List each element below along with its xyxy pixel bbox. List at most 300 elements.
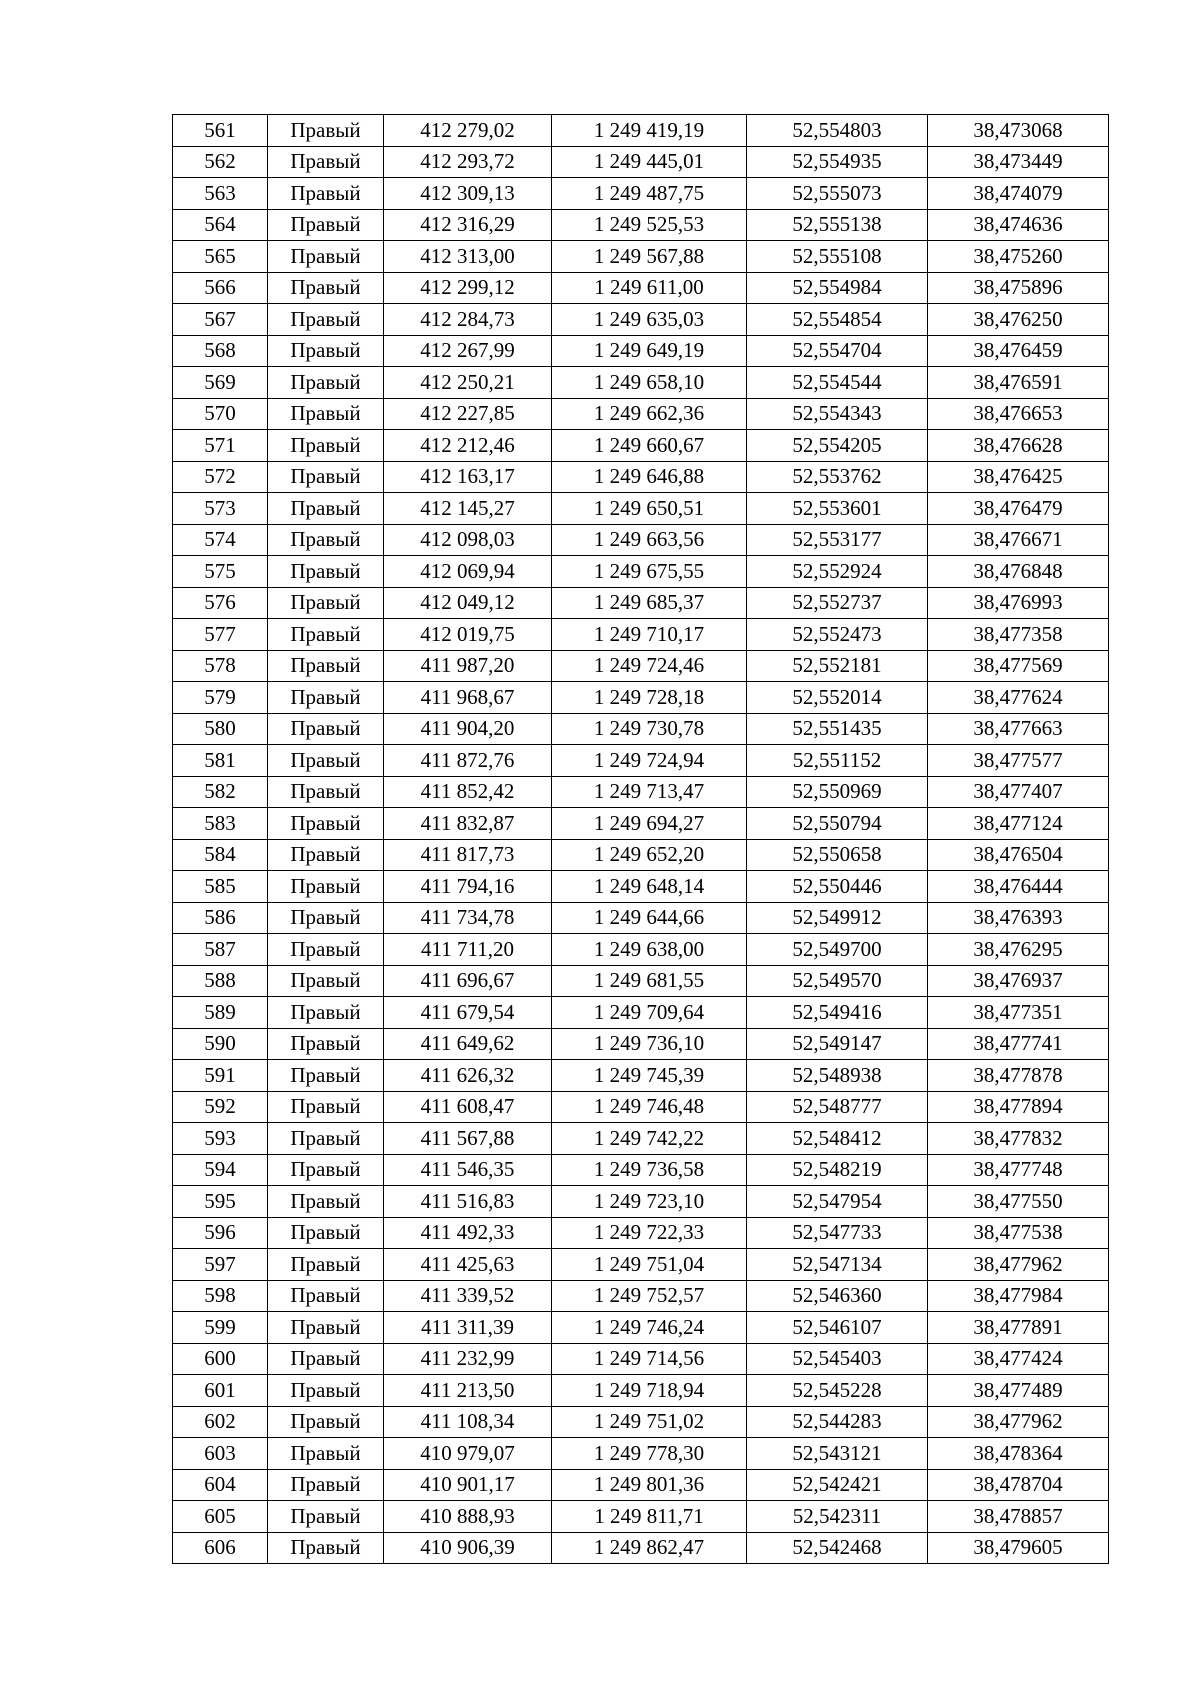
- coord-x-cell: 411 567,88: [384, 1123, 552, 1155]
- coord-x-cell: 410 888,93: [384, 1501, 552, 1533]
- coord-x-cell: 411 711,20: [384, 934, 552, 966]
- coord-y-cell: 1 249 742,22: [552, 1123, 747, 1155]
- longitude-cell: 38,477569: [928, 650, 1109, 682]
- coord-y-cell: 1 249 567,88: [552, 241, 747, 273]
- bank-side-cell: Правый: [268, 1501, 384, 1533]
- coord-y-cell: 1 249 652,20: [552, 839, 747, 871]
- table-row: [173, 776, 1109, 808]
- point-number-cell: 593: [173, 1123, 268, 1155]
- bank-side-cell: Правый: [268, 398, 384, 430]
- latitude-cell: 52,547954: [747, 1186, 928, 1218]
- bank-side-cell: Правый: [268, 209, 384, 241]
- latitude-cell: 52,553601: [747, 493, 928, 525]
- coord-x-cell: 411 608,47: [384, 1091, 552, 1123]
- coord-x-cell: 411 794,16: [384, 871, 552, 903]
- point-number-cell: 596: [173, 1217, 268, 1249]
- longitude-cell: 38,479605: [928, 1532, 1109, 1564]
- longitude-cell: 38,477577: [928, 745, 1109, 777]
- coord-y-cell: 1 249 694,27: [552, 808, 747, 840]
- longitude-cell: 38,476653: [928, 398, 1109, 430]
- bank-side-cell: Правый: [268, 304, 384, 336]
- latitude-cell: 52,554205: [747, 430, 928, 462]
- coord-y-cell: 1 249 419,19: [552, 115, 747, 147]
- coord-y-cell: 1 249 736,10: [552, 1028, 747, 1060]
- longitude-cell: 38,477124: [928, 808, 1109, 840]
- longitude-cell: 38,476393: [928, 902, 1109, 934]
- coord-x-cell: 412 098,03: [384, 524, 552, 556]
- table-row: [173, 1312, 1109, 1344]
- point-number-cell: 588: [173, 965, 268, 997]
- latitude-cell: 52,552181: [747, 650, 928, 682]
- coord-y-cell: 1 249 728,18: [552, 682, 747, 714]
- latitude-cell: 52,550446: [747, 871, 928, 903]
- bank-side-cell: Правый: [268, 619, 384, 651]
- bank-side-cell: Правый: [268, 1312, 384, 1344]
- point-number-cell: 562: [173, 146, 268, 178]
- table-row: [173, 934, 1109, 966]
- latitude-cell: 52,549912: [747, 902, 928, 934]
- table-row: [173, 524, 1109, 556]
- bank-side-cell: Правый: [268, 934, 384, 966]
- table-row: [173, 430, 1109, 462]
- coord-y-cell: 1 249 718,94: [552, 1375, 747, 1407]
- bank-side-cell: Правый: [268, 367, 384, 399]
- bank-side-cell: Правый: [268, 241, 384, 273]
- longitude-cell: 38,477624: [928, 682, 1109, 714]
- coord-x-cell: 410 901,17: [384, 1469, 552, 1501]
- bank-side-cell: Правый: [268, 1375, 384, 1407]
- longitude-cell: 38,477351: [928, 997, 1109, 1029]
- latitude-cell: 52,554854: [747, 304, 928, 336]
- longitude-cell: 38,476591: [928, 367, 1109, 399]
- longitude-cell: 38,477550: [928, 1186, 1109, 1218]
- latitude-cell: 52,555073: [747, 178, 928, 210]
- point-number-cell: 599: [173, 1312, 268, 1344]
- latitude-cell: 52,553177: [747, 524, 928, 556]
- coord-y-cell: 1 249 675,55: [552, 556, 747, 588]
- coord-y-cell: 1 249 752,57: [552, 1280, 747, 1312]
- coord-x-cell: 412 309,13: [384, 178, 552, 210]
- table-row: [173, 1060, 1109, 1092]
- latitude-cell: 52,549700: [747, 934, 928, 966]
- longitude-cell: 38,477878: [928, 1060, 1109, 1092]
- latitude-cell: 52,548777: [747, 1091, 928, 1123]
- bank-side-cell: Правый: [268, 115, 384, 147]
- table-row: [173, 304, 1109, 336]
- bank-side-cell: Правый: [268, 745, 384, 777]
- bank-side-cell: Правый: [268, 178, 384, 210]
- coord-x-cell: 411 832,87: [384, 808, 552, 840]
- coord-x-cell: 411 108,34: [384, 1406, 552, 1438]
- latitude-cell: 52,548219: [747, 1154, 928, 1186]
- coord-y-cell: 1 249 778,30: [552, 1438, 747, 1470]
- coord-x-cell: 411 872,76: [384, 745, 552, 777]
- bank-side-cell: Правый: [268, 871, 384, 903]
- longitude-cell: 38,474636: [928, 209, 1109, 241]
- bank-side-cell: Правый: [268, 1186, 384, 1218]
- bank-side-cell: Правый: [268, 1028, 384, 1060]
- point-number-cell: 594: [173, 1154, 268, 1186]
- point-number-cell: 580: [173, 713, 268, 745]
- coord-x-cell: 411 492,33: [384, 1217, 552, 1249]
- coord-x-cell: 411 626,32: [384, 1060, 552, 1092]
- coord-x-cell: 412 316,29: [384, 209, 552, 241]
- bank-side-cell: Правый: [268, 713, 384, 745]
- latitude-cell: 52,555108: [747, 241, 928, 273]
- longitude-cell: 38,477832: [928, 1123, 1109, 1155]
- longitude-cell: 38,476848: [928, 556, 1109, 588]
- table-row: [173, 556, 1109, 588]
- point-number-cell: 578: [173, 650, 268, 682]
- table-row: [173, 682, 1109, 714]
- point-number-cell: 597: [173, 1249, 268, 1281]
- table-row: [173, 115, 1109, 147]
- coord-x-cell: 412 250,21: [384, 367, 552, 399]
- coord-y-cell: 1 249 745,39: [552, 1060, 747, 1092]
- longitude-cell: 38,478704: [928, 1469, 1109, 1501]
- longitude-cell: 38,478857: [928, 1501, 1109, 1533]
- coord-y-cell: 1 249 710,17: [552, 619, 747, 651]
- latitude-cell: 52,544283: [747, 1406, 928, 1438]
- coord-x-cell: 412 145,27: [384, 493, 552, 525]
- point-number-cell: 577: [173, 619, 268, 651]
- table-row: [173, 1091, 1109, 1123]
- coord-y-cell: 1 249 862,47: [552, 1532, 747, 1564]
- longitude-cell: 38,476671: [928, 524, 1109, 556]
- bank-side-cell: Правый: [268, 524, 384, 556]
- coord-y-cell: 1 249 635,03: [552, 304, 747, 336]
- coord-x-cell: 412 313,00: [384, 241, 552, 273]
- longitude-cell: 38,477894: [928, 1091, 1109, 1123]
- bank-side-cell: Правый: [268, 1249, 384, 1281]
- coord-x-cell: 411 649,62: [384, 1028, 552, 1060]
- coord-x-cell: 412 069,94: [384, 556, 552, 588]
- bank-side-cell: Правый: [268, 682, 384, 714]
- bank-side-cell: Правый: [268, 808, 384, 840]
- point-number-cell: 586: [173, 902, 268, 934]
- latitude-cell: 52,555138: [747, 209, 928, 241]
- point-number-cell: 568: [173, 335, 268, 367]
- table-row: [173, 745, 1109, 777]
- longitude-cell: 38,474079: [928, 178, 1109, 210]
- point-number-cell: 591: [173, 1060, 268, 1092]
- latitude-cell: 52,542468: [747, 1532, 928, 1564]
- point-number-cell: 592: [173, 1091, 268, 1123]
- latitude-cell: 52,550794: [747, 808, 928, 840]
- latitude-cell: 52,551435: [747, 713, 928, 745]
- point-number-cell: 606: [173, 1532, 268, 1564]
- coord-x-cell: 412 267,99: [384, 335, 552, 367]
- latitude-cell: 52,546107: [747, 1312, 928, 1344]
- table-row: [173, 839, 1109, 871]
- bank-side-cell: Правый: [268, 493, 384, 525]
- table-row: [173, 587, 1109, 619]
- point-number-cell: 570: [173, 398, 268, 430]
- bank-side-cell: Правый: [268, 430, 384, 462]
- coord-x-cell: 412 163,17: [384, 461, 552, 493]
- coord-x-cell: 412 299,12: [384, 272, 552, 304]
- point-number-cell: 582: [173, 776, 268, 808]
- coord-y-cell: 1 249 685,37: [552, 587, 747, 619]
- coord-y-cell: 1 249 648,14: [552, 871, 747, 903]
- bank-side-cell: Правый: [268, 1060, 384, 1092]
- bank-side-cell: Правый: [268, 272, 384, 304]
- table-row: [173, 1532, 1109, 1564]
- coord-x-cell: 411 904,20: [384, 713, 552, 745]
- point-number-cell: 603: [173, 1438, 268, 1470]
- bank-side-cell: Правый: [268, 1280, 384, 1312]
- point-number-cell: 569: [173, 367, 268, 399]
- latitude-cell: 52,548938: [747, 1060, 928, 1092]
- point-number-cell: 595: [173, 1186, 268, 1218]
- longitude-cell: 38,477891: [928, 1312, 1109, 1344]
- bank-side-cell: Правый: [268, 1154, 384, 1186]
- longitude-cell: 38,476504: [928, 839, 1109, 871]
- bank-side-cell: Правый: [268, 335, 384, 367]
- longitude-cell: 38,477962: [928, 1406, 1109, 1438]
- table-row: [173, 209, 1109, 241]
- point-number-cell: 590: [173, 1028, 268, 1060]
- coord-y-cell: 1 249 724,94: [552, 745, 747, 777]
- bank-side-cell: Правый: [268, 1438, 384, 1470]
- longitude-cell: 38,477748: [928, 1154, 1109, 1186]
- table-row: [173, 1028, 1109, 1060]
- coord-y-cell: 1 249 722,33: [552, 1217, 747, 1249]
- coord-y-cell: 1 249 646,88: [552, 461, 747, 493]
- point-number-cell: 581: [173, 745, 268, 777]
- coord-y-cell: 1 249 709,64: [552, 997, 747, 1029]
- table-row: [173, 1186, 1109, 1218]
- bank-side-cell: Правый: [268, 1532, 384, 1564]
- coord-x-cell: 411 546,35: [384, 1154, 552, 1186]
- point-number-cell: 564: [173, 209, 268, 241]
- coord-y-cell: 1 249 724,46: [552, 650, 747, 682]
- table-row: [173, 1217, 1109, 1249]
- point-number-cell: 605: [173, 1501, 268, 1533]
- latitude-cell: 52,547134: [747, 1249, 928, 1281]
- table-row: [173, 808, 1109, 840]
- coord-x-cell: 411 425,63: [384, 1249, 552, 1281]
- coord-x-cell: 411 311,39: [384, 1312, 552, 1344]
- latitude-cell: 52,545403: [747, 1343, 928, 1375]
- longitude-cell: 38,477538: [928, 1217, 1109, 1249]
- coord-x-cell: 412 019,75: [384, 619, 552, 651]
- longitude-cell: 38,476459: [928, 335, 1109, 367]
- coord-y-cell: 1 249 445,01: [552, 146, 747, 178]
- coord-x-cell: 410 979,07: [384, 1438, 552, 1470]
- bank-side-cell: Правый: [268, 1217, 384, 1249]
- table-row: [173, 1280, 1109, 1312]
- point-number-cell: 601: [173, 1375, 268, 1407]
- longitude-cell: 38,476937: [928, 965, 1109, 997]
- latitude-cell: 52,552473: [747, 619, 928, 651]
- coord-y-cell: 1 249 723,10: [552, 1186, 747, 1218]
- coord-y-cell: 1 249 660,67: [552, 430, 747, 462]
- latitude-cell: 52,550658: [747, 839, 928, 871]
- bank-side-cell: Правый: [268, 146, 384, 178]
- longitude-cell: 38,476993: [928, 587, 1109, 619]
- table-row: [173, 461, 1109, 493]
- point-number-cell: 566: [173, 272, 268, 304]
- coord-y-cell: 1 249 714,56: [552, 1343, 747, 1375]
- coord-y-cell: 1 249 751,02: [552, 1406, 747, 1438]
- longitude-cell: 38,476628: [928, 430, 1109, 462]
- table-row: [173, 650, 1109, 682]
- table-row: [173, 493, 1109, 525]
- latitude-cell: 52,542421: [747, 1469, 928, 1501]
- table-row: [173, 619, 1109, 651]
- coord-x-cell: 412 293,72: [384, 146, 552, 178]
- coord-x-cell: 411 516,83: [384, 1186, 552, 1218]
- table-row: [173, 241, 1109, 273]
- bank-side-cell: Правый: [268, 587, 384, 619]
- coord-x-cell: 411 213,50: [384, 1375, 552, 1407]
- bank-side-cell: Правый: [268, 997, 384, 1029]
- table-row: [173, 1406, 1109, 1438]
- table-row: [173, 367, 1109, 399]
- point-number-cell: 573: [173, 493, 268, 525]
- coord-x-cell: 412 049,12: [384, 587, 552, 619]
- table-row: [173, 272, 1109, 304]
- longitude-cell: 38,475260: [928, 241, 1109, 273]
- longitude-cell: 38,476250: [928, 304, 1109, 336]
- coord-x-cell: 412 279,02: [384, 115, 552, 147]
- table-row: [173, 146, 1109, 178]
- latitude-cell: 52,554935: [747, 146, 928, 178]
- coord-y-cell: 1 249 658,10: [552, 367, 747, 399]
- longitude-cell: 38,473449: [928, 146, 1109, 178]
- latitude-cell: 52,543121: [747, 1438, 928, 1470]
- longitude-cell: 38,473068: [928, 115, 1109, 147]
- bank-side-cell: Правый: [268, 776, 384, 808]
- point-number-cell: 561: [173, 115, 268, 147]
- table-row: [173, 902, 1109, 934]
- table-row: [173, 1469, 1109, 1501]
- coord-x-cell: 411 679,54: [384, 997, 552, 1029]
- latitude-cell: 52,554544: [747, 367, 928, 399]
- table-row: [173, 335, 1109, 367]
- longitude-cell: 38,476444: [928, 871, 1109, 903]
- coord-y-cell: 1 249 736,58: [552, 1154, 747, 1186]
- longitude-cell: 38,478364: [928, 1438, 1109, 1470]
- bank-side-cell: Правый: [268, 461, 384, 493]
- table-row: [173, 1343, 1109, 1375]
- longitude-cell: 38,475896: [928, 272, 1109, 304]
- coord-x-cell: 411 339,52: [384, 1280, 552, 1312]
- table-row: [173, 1249, 1109, 1281]
- point-number-cell: 598: [173, 1280, 268, 1312]
- latitude-cell: 52,552737: [747, 587, 928, 619]
- table-row: [173, 713, 1109, 745]
- point-number-cell: 563: [173, 178, 268, 210]
- coord-y-cell: 1 249 746,24: [552, 1312, 747, 1344]
- coord-x-cell: 411 852,42: [384, 776, 552, 808]
- coord-y-cell: 1 249 644,66: [552, 902, 747, 934]
- table-row: [173, 997, 1109, 1029]
- longitude-cell: 38,476295: [928, 934, 1109, 966]
- latitude-cell: 52,553762: [747, 461, 928, 493]
- coord-x-cell: 411 987,20: [384, 650, 552, 682]
- point-number-cell: 584: [173, 839, 268, 871]
- bank-side-cell: Правый: [268, 965, 384, 997]
- coord-x-cell: 412 212,46: [384, 430, 552, 462]
- bank-side-cell: Правый: [268, 1091, 384, 1123]
- point-number-cell: 572: [173, 461, 268, 493]
- table-row: [173, 1438, 1109, 1470]
- point-number-cell: 571: [173, 430, 268, 462]
- bank-side-cell: Правый: [268, 556, 384, 588]
- latitude-cell: 52,549147: [747, 1028, 928, 1060]
- longitude-cell: 38,476425: [928, 461, 1109, 493]
- bank-side-cell: Правый: [268, 1469, 384, 1501]
- latitude-cell: 52,547733: [747, 1217, 928, 1249]
- coord-y-cell: 1 249 746,48: [552, 1091, 747, 1123]
- coord-y-cell: 1 249 730,78: [552, 713, 747, 745]
- coord-y-cell: 1 249 638,00: [552, 934, 747, 966]
- longitude-cell: 38,477663: [928, 713, 1109, 745]
- coord-y-cell: 1 249 525,53: [552, 209, 747, 241]
- longitude-cell: 38,476479: [928, 493, 1109, 525]
- coord-x-cell: 412 284,73: [384, 304, 552, 336]
- longitude-cell: 38,477741: [928, 1028, 1109, 1060]
- longitude-cell: 38,477407: [928, 776, 1109, 808]
- coord-x-cell: 411 232,99: [384, 1343, 552, 1375]
- coord-y-cell: 1 249 811,71: [552, 1501, 747, 1533]
- coord-y-cell: 1 249 649,19: [552, 335, 747, 367]
- longitude-cell: 38,477984: [928, 1280, 1109, 1312]
- table-row: [173, 1154, 1109, 1186]
- latitude-cell: 52,548412: [747, 1123, 928, 1155]
- coord-y-cell: 1 249 663,56: [552, 524, 747, 556]
- bank-side-cell: Правый: [268, 1406, 384, 1438]
- coord-y-cell: 1 249 650,51: [552, 493, 747, 525]
- point-number-cell: 576: [173, 587, 268, 619]
- latitude-cell: 52,554704: [747, 335, 928, 367]
- coord-x-cell: 412 227,85: [384, 398, 552, 430]
- coord-y-cell: 1 249 801,36: [552, 1469, 747, 1501]
- table-row: [173, 178, 1109, 210]
- point-number-cell: 602: [173, 1406, 268, 1438]
- point-number-cell: 587: [173, 934, 268, 966]
- point-number-cell: 574: [173, 524, 268, 556]
- latitude-cell: 52,554984: [747, 272, 928, 304]
- table-row: [173, 1123, 1109, 1155]
- point-number-cell: 585: [173, 871, 268, 903]
- longitude-cell: 38,477962: [928, 1249, 1109, 1281]
- latitude-cell: 52,552014: [747, 682, 928, 714]
- latitude-cell: 52,554343: [747, 398, 928, 430]
- bank-side-cell: Правый: [268, 650, 384, 682]
- table-row: [173, 1501, 1109, 1533]
- point-number-cell: 600: [173, 1343, 268, 1375]
- point-number-cell: 567: [173, 304, 268, 336]
- coord-y-cell: 1 249 611,00: [552, 272, 747, 304]
- latitude-cell: 52,545228: [747, 1375, 928, 1407]
- latitude-cell: 52,550969: [747, 776, 928, 808]
- bank-side-cell: Правый: [268, 1123, 384, 1155]
- latitude-cell: 52,551152: [747, 745, 928, 777]
- coord-x-cell: 411 734,78: [384, 902, 552, 934]
- coordinates-table: [172, 114, 1109, 1564]
- latitude-cell: 52,542311: [747, 1501, 928, 1533]
- coord-y-cell: 1 249 751,04: [552, 1249, 747, 1281]
- table-row: [173, 871, 1109, 903]
- longitude-cell: 38,477358: [928, 619, 1109, 651]
- latitude-cell: 52,554803: [747, 115, 928, 147]
- point-number-cell: 579: [173, 682, 268, 714]
- point-number-cell: 583: [173, 808, 268, 840]
- table-row: [173, 1375, 1109, 1407]
